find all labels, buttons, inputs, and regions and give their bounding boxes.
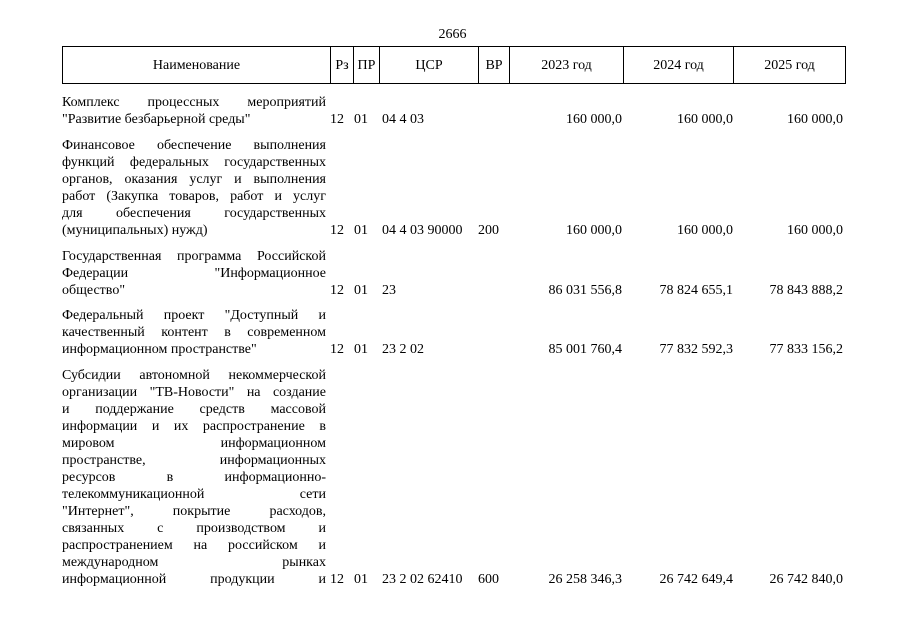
row-csr: 04 4 03 bbox=[382, 112, 424, 127]
row-name-line: для обеспечения государственных bbox=[62, 206, 326, 221]
row-pr: 01 bbox=[354, 283, 368, 298]
row-name-line: Государственная программа Российской bbox=[62, 249, 326, 264]
row-name-line: телекоммуникационной сети bbox=[62, 487, 326, 502]
header-pr: ПР bbox=[354, 47, 380, 83]
row-name-line: международном рынках bbox=[62, 555, 326, 570]
row-name-line: информационной продукции и bbox=[62, 572, 326, 587]
row-2025: 160 000,0 bbox=[787, 112, 843, 127]
row-name-line: "Интернет", покрытие расходов, bbox=[62, 504, 326, 519]
row-name-line: "Развитие безбарьерной среды" bbox=[62, 112, 251, 127]
row-name bbox=[62, 137, 326, 239]
row-2023: 26 258 346,3 bbox=[548, 572, 622, 587]
header-2023: 2023 год bbox=[510, 47, 624, 83]
row-name-line: информации и их распространение в bbox=[62, 419, 326, 434]
row-name-line: качественный контент в современном bbox=[62, 325, 326, 340]
row-name-line: функций федеральных государственных bbox=[62, 155, 326, 170]
row-vr: 600 bbox=[478, 572, 499, 587]
header-csr: ЦСР bbox=[380, 47, 479, 83]
row-vr: 200 bbox=[478, 223, 499, 238]
row-csr: 23 bbox=[382, 283, 396, 298]
row-rz: 12 bbox=[330, 572, 344, 587]
row-name-line: (муниципальных) нужд) bbox=[62, 223, 208, 238]
row-pr: 01 bbox=[354, 223, 368, 238]
row-name bbox=[62, 307, 326, 358]
row-name-line: распространением на российском и bbox=[62, 538, 326, 553]
row-name-line: общество" bbox=[62, 283, 126, 298]
header-2024: 2024 год bbox=[624, 47, 734, 83]
row-name-line: Федерации "Информационное bbox=[62, 266, 326, 281]
row-name-line: органов, оказания услуг и выполнения bbox=[62, 172, 326, 187]
row-2023: 86 031 556,8 bbox=[548, 283, 622, 298]
header-vr: ВР bbox=[479, 47, 510, 83]
row-name-line: ресурсов в информационно- bbox=[62, 470, 326, 485]
row-pr: 01 bbox=[354, 572, 368, 587]
row-2024: 78 824 655,1 bbox=[659, 283, 733, 298]
header-2025: 2025 год bbox=[764, 57, 815, 73]
row-name-line: информационном пространстве" bbox=[62, 342, 257, 357]
row-2024: 26 742 649,4 bbox=[659, 572, 733, 587]
row-rz: 12 bbox=[330, 283, 344, 298]
row-name-line: пространстве, информационных bbox=[62, 453, 326, 468]
row-name-line: Субсидии автономной некоммерческой bbox=[62, 368, 326, 383]
header-rz: Рз bbox=[331, 47, 354, 83]
row-2025: 78 843 888,2 bbox=[769, 283, 843, 298]
row-name bbox=[62, 94, 326, 128]
row-2024: 77 832 592,3 bbox=[659, 342, 733, 357]
row-pr: 01 bbox=[354, 342, 368, 357]
row-2023: 160 000,0 bbox=[566, 223, 622, 238]
row-csr: 23 2 02 bbox=[382, 342, 424, 357]
row-name-line: работ (Закупка товаров, работ и услуг bbox=[62, 189, 326, 204]
row-2024: 160 000,0 bbox=[677, 223, 733, 238]
row-rz: 12 bbox=[330, 112, 344, 127]
row-2025: 77 833 156,2 bbox=[769, 342, 843, 357]
row-name-line: и поддержание средств массовой bbox=[62, 402, 326, 417]
row-name-line: Комплекс процессных мероприятий bbox=[62, 95, 326, 110]
row-csr: 23 2 02 62410 bbox=[382, 572, 463, 587]
row-2025: 26 742 840,0 bbox=[769, 572, 843, 587]
row-pr: 01 bbox=[354, 112, 368, 127]
row-2023: 85 001 760,4 bbox=[548, 342, 622, 357]
header-name: Наименование bbox=[63, 47, 331, 83]
row-2025: 160 000,0 bbox=[787, 223, 843, 238]
row-name-line: Федеральный проект "Доступный и bbox=[62, 308, 326, 323]
row-rz: 12 bbox=[330, 223, 344, 238]
row-name-line: связанных с производством и bbox=[62, 521, 326, 536]
row-name bbox=[62, 367, 326, 588]
row-name-line: организации "ТВ-Новости" на создание bbox=[62, 385, 326, 400]
row-name bbox=[62, 248, 326, 299]
row-name-line: Финансовое обеспечение выполнения bbox=[62, 138, 326, 153]
row-2023: 160 000,0 bbox=[566, 112, 622, 127]
row-csr: 04 4 03 90000 bbox=[382, 223, 463, 238]
row-rz: 12 bbox=[330, 342, 344, 357]
table-header bbox=[62, 46, 846, 84]
row-name-line: мировом информационном bbox=[62, 436, 326, 451]
row-2024: 160 000,0 bbox=[677, 112, 733, 127]
page-number: 2666 bbox=[438, 27, 467, 42]
